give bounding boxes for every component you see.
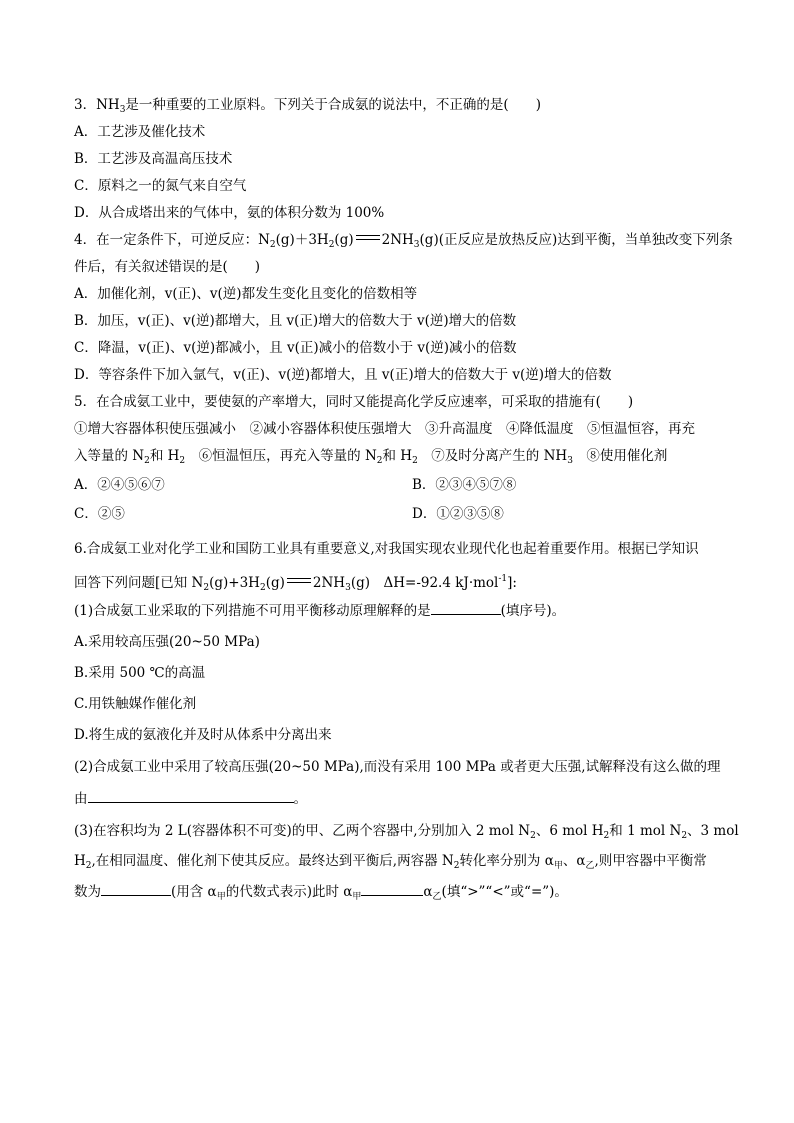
- q6-part1-option-d: D.将生成的氨液化并及时从体系中分离出来: [74, 727, 332, 743]
- answer-blank[interactable]: [361, 883, 423, 896]
- q4-option-d: D．等容条件下加入氩气，v(正)、v(逆)都增大，且 v(正)增大的倍数大于 v(逆)增大的倍数: [74, 367, 612, 383]
- reversible-arrow-icon: [354, 233, 382, 243]
- q3-option-a: A．工艺涉及催化技术: [74, 124, 206, 140]
- answer-blank[interactable]: [88, 790, 294, 803]
- q4-stem-line2: 件后，有关叙述错误的是( ): [74, 259, 261, 275]
- q5-options-row1: [74, 476, 734, 494]
- q6-part1-option-c: C.用铁触媒作催化剂: [74, 696, 197, 712]
- q5-measures-line1: ①增大容器体积使压强减小 ②减小容器体积使压强增大 ③升高温度 ④降低温度 ⑤恒温恒容，再充: [74, 421, 695, 437]
- q3-stem: 3．$NH_3$是一种重要的工业原料。下列关于合成氨的说法中，不正确的是( ): [74, 97, 541, 115]
- q5-option-b: B．②③④⑤⑦⑧: [412, 477, 517, 493]
- q6-intro-line2: 回答下列问题[已知 $N_2(g)+3H_2(g)$ $2NH_3(g)$ ΔH=-92.4 kJ·mol$^{-1}$]:: [74, 574, 517, 593]
- q5-measures-line2: 入等量的 $N_2$和 $H_2$ ⑥恒温恒压，再充入等量的 $N_2$和 $H_2$ ⑦及时分离产生的 $NH_3$ ⑧使用催化剂: [74, 448, 668, 466]
- q5-option-c: C．②⑤: [74, 506, 125, 522]
- answer-blank[interactable]: [101, 883, 171, 896]
- q6-part2-line1: (2)合成氨工业中采用了较高压强(20~50 MPa),而没有采用 100 MPa 或者更大压强,试解释没有这么做的理: [74, 759, 721, 775]
- q6-part3-line2: $H_2$,在相同温度、催化剂下使其反应。最终达到平衡后,两容器 $N_2$转化率分别为 $\alpha_甲$、$\alpha_乙$,则甲容器中平衡常: [74, 853, 707, 871]
- q6-part1-option-a: A.采用较高压强(20~50 MPa): [74, 634, 260, 650]
- q3-option-b: B．工艺涉及高温高压技术: [74, 151, 233, 167]
- q3-option-c: C．原料之一的氮气来自空气: [74, 178, 247, 194]
- q4-option-b: B．加压，v(正)、v(逆)都增大，且 v(正)增大的倍数大于 v(逆)增大的倍数: [74, 313, 517, 329]
- q3-option-d: D．从合成塔出来的气体中，氨的体积分数为 100%: [74, 205, 385, 221]
- q6-intro-line1: 6.合成氨工业对化学工业和国防工业具有重要意义,对我国实现农业现代化也起着重要作用。根据已学知识: [74, 541, 699, 557]
- q4-option-a: A．加催化剂，v(正)、v(逆)都发生变化且变化的倍数相等: [74, 286, 418, 302]
- q4-option-c: C．降温，v(正)、v(逆)都减小，且 v(正)减小的倍数小于 v(逆)减小的倍数: [74, 340, 517, 356]
- q6-part3-line3: 数为 (用含 $\alpha_甲$的代数式表示)此时 $\alpha_甲$ $\alpha_乙$(填“>”“<”或“=”)。: [74, 884, 568, 902]
- q6-part3-line1: (3)在容积均为 2 L(容器体积不可变)的甲、乙两个容器中,分别加入 2 mol $N_2$、6 mol $H_2$和 1 mol $N_2$、3 mol: [74, 823, 739, 841]
- reversible-arrow-icon: [285, 576, 313, 586]
- q5-options-row2: [74, 505, 734, 523]
- q6-part2-line2: 由 。: [74, 791, 307, 807]
- q6-part1: (1)合成氨工业采取的下列措施不可用平衡移动原理解释的是 (填序号)。: [74, 603, 566, 619]
- answer-blank[interactable]: [431, 602, 501, 615]
- q4-stem: 4．在一定条件下，可逆反应：$N_2(g)+3H_2(g)$ $2NH_3(g)$(正反应是放热反应)达到平衡，当单独改变下列条: [74, 232, 733, 250]
- q5-option-a: A．②④⑤⑥⑦: [74, 477, 165, 493]
- q5-option-d: D．①②③⑤⑧: [412, 506, 504, 522]
- q5-stem: 5．在合成氨工业中，要使氨的产率增大，同时又能提高化学反应速率，可采取的措施有( ): [74, 394, 634, 410]
- q6-part1-option-b: B.采用 500 ℃的高温: [74, 665, 206, 681]
